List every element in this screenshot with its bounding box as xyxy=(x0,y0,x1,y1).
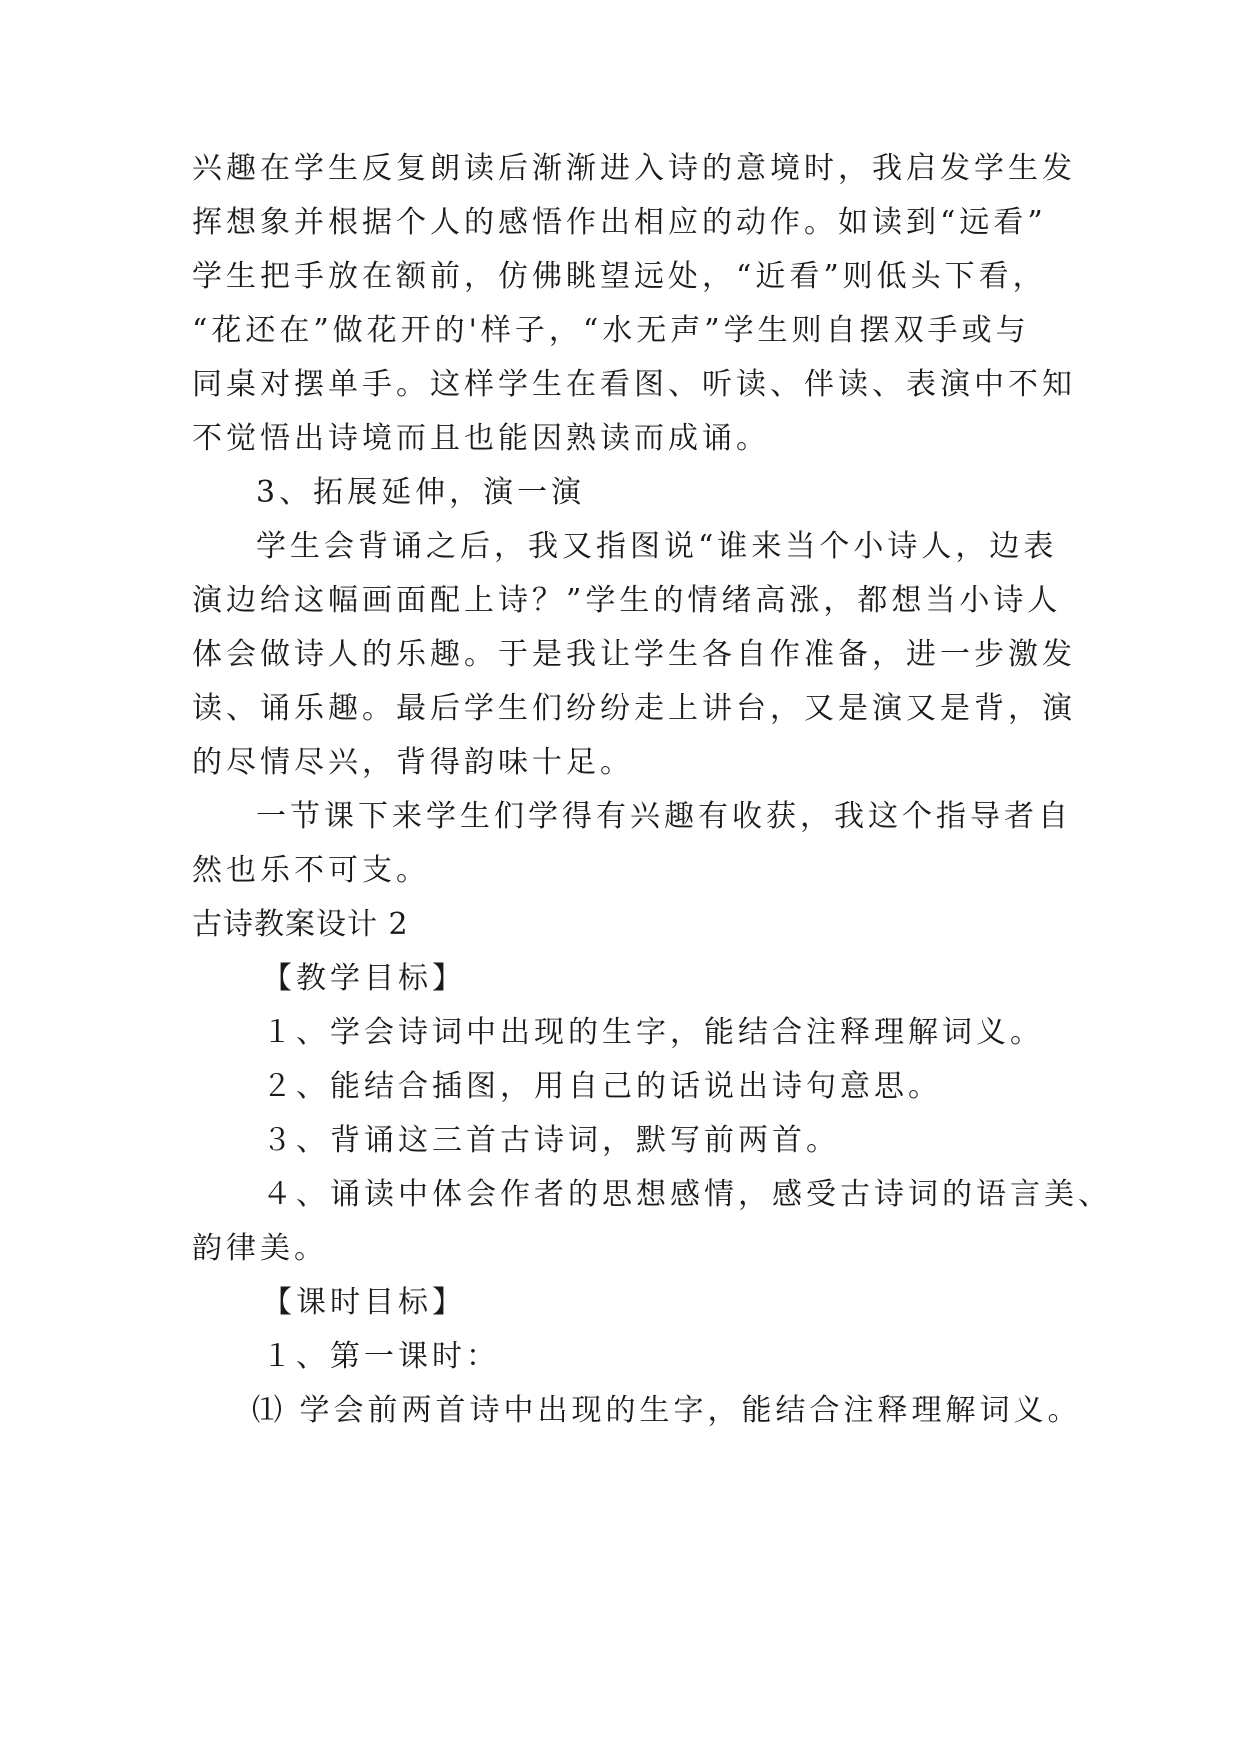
body-line: 韵律美。 xyxy=(192,1231,328,1266)
list-item: １、学会诗词中出现的生字，能结合注释理解词义。 xyxy=(262,1015,1044,1050)
body-line: 体会做诗人的乐趣。于是我让学生各自作准备，进一步激发 xyxy=(192,637,1076,672)
list-item: ２、能结合插图，用自己的话说出诗句意思。 xyxy=(262,1069,942,1104)
body-line: 不觉悟出诗境而且也能因熟读而成诵。 xyxy=(192,421,770,456)
body-line: 演边给这幅画面配上诗？”学生的情绪高涨，都想当小诗人 xyxy=(192,583,1062,618)
body-line: 读、诵乐趣。最后学生们纷纷走上讲台，又是演又是背，演 xyxy=(192,691,1076,726)
section-heading: 3、拓展延伸，演一演 xyxy=(256,475,586,510)
section-heading: 【课时目标】 xyxy=(262,1285,466,1320)
list-item: １、第一课时： xyxy=(262,1339,500,1374)
body-line: 然也乐不可支。 xyxy=(192,853,430,888)
body-line: 的尽情尽兴，背得韵味十足。 xyxy=(192,745,634,780)
body-line: 学生把手放在额前，仿佛眺望远处，“近看”则低头下看， xyxy=(192,259,1047,294)
list-item: ４、诵读中体会作者的思想感情，感受古诗词的语言美、 xyxy=(262,1177,1112,1212)
paragraph-start: 一节课下来学生们学得有兴趣有收获，我这个指导者自 xyxy=(256,799,1072,834)
body-line: “花还在”做花开的'样子，“水无声”学生则自摆双手或与 xyxy=(192,313,1030,348)
list-item: ⑴ 学会前两首诗中出现的生字，能结合注释理解词义。 xyxy=(252,1393,1082,1428)
document-title: 古诗教案设计 2 xyxy=(192,907,409,942)
paragraph-start: 学生会背诵之后，我又指图说“谁来当个小诗人，边表 xyxy=(256,529,1058,564)
body-line: 兴趣在学生反复朗读后渐渐进入诗的意境时，我启发学生发 xyxy=(192,151,1076,186)
body-line: 同桌对摆单手。这样学生在看图、听读、伴读、表演中不知 xyxy=(192,367,1076,402)
body-line: 挥想象并根据个人的感悟作出相应的动作。如读到“远看” xyxy=(192,205,1047,240)
section-heading: 【教学目标】 xyxy=(262,961,466,996)
list-item: ３、背诵这三首古诗词，默写前两首。 xyxy=(262,1123,840,1158)
